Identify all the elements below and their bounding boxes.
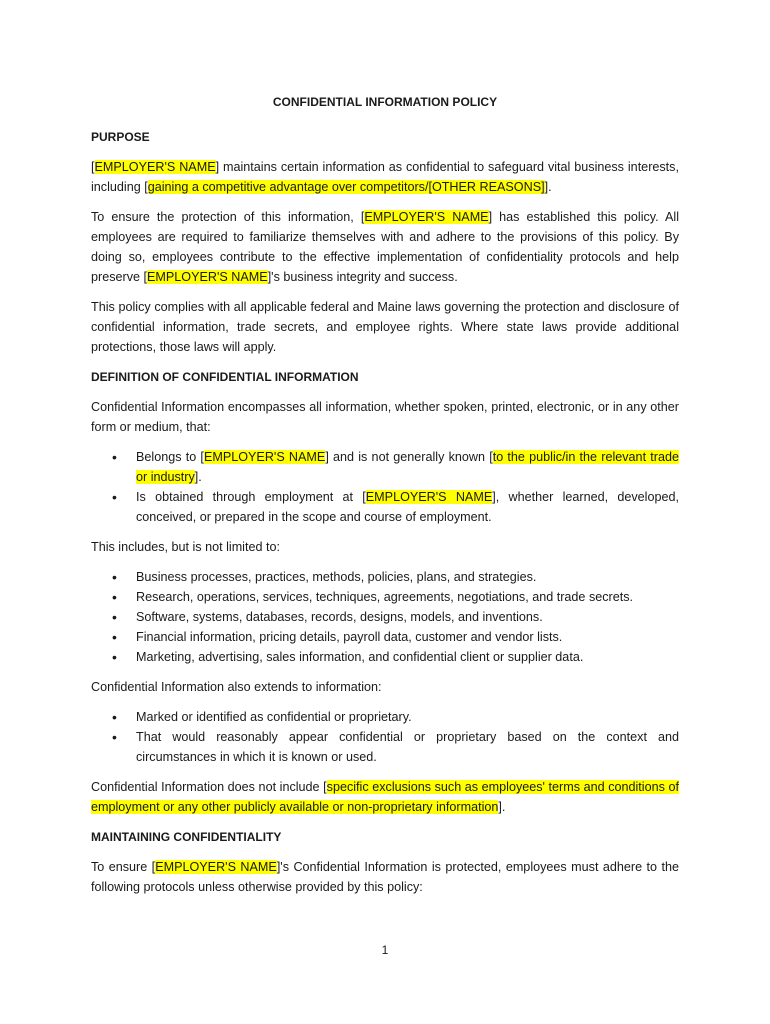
definition-list [91, 447, 679, 527]
list-item: • Is obtained through employment at [EMPLOYER'S NAME], whether learned, developed, conceived, or prepared in the scope and course of employment. [91, 487, 679, 527]
extends-intro: Confidential Information also extends to information: [91, 680, 382, 694]
purpose-paragraph-3: This policy complies with all applicable federal and Maine laws governing the protection and disclosure of confidential information, trade secrets, and employee rights. Where state laws provide additional protections, those laws will apply. [91, 300, 679, 354]
list-item: • Research, operations, services, techniques, agreements, negotiations, and trade secrets. [91, 587, 679, 607]
placeholder-reasons: gaining a competitive advantage over competitors/[OTHER REASONS] [147, 180, 545, 194]
list-item: • Software, systems, databases, records, designs, models, and inventions. [91, 607, 679, 627]
section-heading-definition: DEFINITION OF CONFIDENTIAL INFORMATION [91, 370, 359, 384]
document-body [91, 92, 679, 907]
includes-list [91, 567, 679, 667]
purpose-paragraph-2: To ensure the protection of this information, [EMPLOYER'S NAME] has established this policy. All employees are required to familiarize themselves with and adhere to the provisions of this policy. By doing so, employees contribute to the effective implementation of confidentiality protocols and help preserve [EMPLOYER'S NAME]'s business integrity and success. [91, 210, 680, 284]
list-item: • Business processes, practices, methods, policies, plans, and strategies. [91, 567, 679, 587]
placeholder-employer-name: EMPLOYER'S NAME [155, 860, 277, 874]
list-item: • Marked or identified as confidential or proprietary. [91, 707, 679, 727]
section-heading-purpose: PURPOSE [91, 130, 150, 144]
placeholder-employer-name: EMPLOYER'S NAME [147, 270, 268, 284]
document-title: CONFIDENTIAL INFORMATION POLICY [272, 95, 498, 109]
section-heading-maintaining: MAINTAINING CONFIDENTIALITY [91, 830, 282, 844]
placeholder-employer-name: EMPLOYER'S NAME [364, 210, 489, 224]
placeholder-employer-name: EMPLOYER'S NAME [94, 160, 216, 174]
list-item: • Belongs to [EMPLOYER'S NAME] and is not generally known [to the public/in the relevant trade or industry]. [91, 447, 679, 487]
exclusions-paragraph: Confidential Information does not include [specific exclusions such as employees' terms and conditions of employment or any other publicly available or non-proprietary information]. [91, 780, 679, 814]
definition-intro: Confidential Information encompasses all information, whether spoken, printed, electronic, or in any other form or medium, that: [91, 400, 679, 434]
includes-intro: This includes, but is not limited to: [91, 540, 280, 554]
maintaining-paragraph-1: To ensure [EMPLOYER'S NAME]'s Confidential Information is protected, employees must adhere to the following protocols unless otherwise provided by this policy: [91, 860, 679, 894]
purpose-paragraph-1: [EMPLOYER'S NAME] maintains certain information as confidential to safeguard vital business interests, including [gaining a competitive advantage over competitors/[OTHER REASONS]]. [91, 160, 679, 194]
list-item: • Marketing, advertising, sales information, and confidential client or supplier data. [91, 647, 679, 667]
placeholder-audience: to the public/in the relevant trade or industry [136, 450, 679, 484]
list-item: • That would reasonably appear confidential or proprietary based on the context and circumstances in which it is known or used. [91, 727, 679, 767]
page-number: 1 [381, 943, 389, 957]
list-item: • Financial information, pricing details, payroll data, customer and vendor lists. [91, 627, 679, 647]
placeholder-exclusions: specific exclusions such as employees' terms and conditions of employment or any other publicly available or non-proprietary information [91, 780, 679, 814]
extends-list [91, 707, 679, 767]
placeholder-employer-name: EMPLOYER'S NAME [203, 450, 326, 464]
placeholder-employer-name: EMPLOYER'S NAME [365, 490, 493, 504]
